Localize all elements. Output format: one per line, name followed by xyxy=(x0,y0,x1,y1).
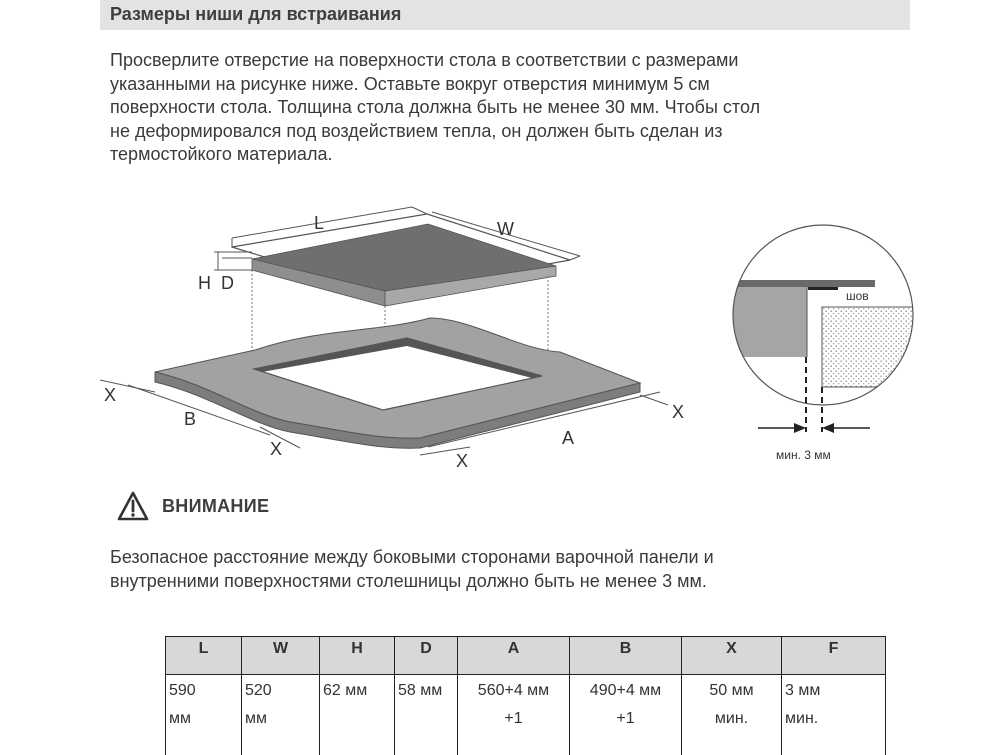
cell-H xyxy=(320,675,395,755)
cell-W xyxy=(242,675,320,755)
cell-line: 50 мм xyxy=(709,682,754,699)
header-X: X xyxy=(682,637,782,675)
cell-line: 58 мм xyxy=(398,682,443,699)
label-X-right: X xyxy=(672,402,685,422)
header-D: D xyxy=(395,637,458,675)
label-H: H xyxy=(198,273,211,293)
cell-F xyxy=(782,675,886,755)
cell-line: мм xyxy=(169,710,191,727)
table-header-row xyxy=(166,637,886,675)
cell-line: мин. xyxy=(714,710,749,727)
label-D: D xyxy=(221,273,234,293)
intro-line: указанными на рисунке ниже. Оставьте вокруг отверстия минимум 5 см xyxy=(110,73,710,94)
cell-line: мм xyxy=(245,710,267,727)
cell-line: +1 xyxy=(616,710,635,727)
intro-line: не деформировался под воздействием тепла, он должен быть сделан из xyxy=(110,120,723,141)
warning-title: ВНИМАНИЕ xyxy=(162,495,270,516)
cell-line: 590 xyxy=(169,682,196,699)
label-X-bottom-left: X xyxy=(270,439,283,459)
label-L: L xyxy=(314,213,325,233)
cell-line: 520 xyxy=(245,682,272,699)
header-A: A xyxy=(458,637,570,675)
header-L: L xyxy=(166,637,242,675)
warning-triangle-icon xyxy=(116,490,150,522)
header-W: W xyxy=(242,637,320,675)
installation-diagram xyxy=(0,180,1000,480)
warning-heading xyxy=(116,488,269,524)
intro-line: поверхности стола. Толщина стола должна быть не менее 30 мм. Чтобы стол xyxy=(110,97,761,117)
cell-X xyxy=(682,675,782,755)
label-A: A xyxy=(562,428,575,448)
cell-A xyxy=(458,675,570,755)
intro-paragraph xyxy=(110,49,900,167)
cell-line: 560+4 мм xyxy=(477,682,550,699)
dimensions-table xyxy=(165,636,886,755)
cell-D xyxy=(395,675,458,755)
note-line: Безопасное расстояние между боковыми сторонами варочной панели и xyxy=(110,547,714,567)
header-B: B xyxy=(570,637,682,675)
safety-note xyxy=(110,545,910,593)
intro-line: термостойкого материала. xyxy=(110,144,333,164)
cell-line: 3 мм xyxy=(785,682,821,699)
cooktop xyxy=(232,214,570,306)
header-H: H xyxy=(320,637,395,675)
cell-B xyxy=(570,675,682,755)
label-X-left: X xyxy=(104,385,117,405)
seam-label: шов xyxy=(846,289,869,303)
detail-circle xyxy=(733,225,913,462)
label-B: B xyxy=(184,409,197,429)
gap-label: мин. 3 мм xyxy=(776,448,831,462)
section-header: Размеры ниши для встраивания xyxy=(100,0,910,30)
cell-line: 62 мм xyxy=(323,682,368,699)
label-W: W xyxy=(497,219,514,239)
note-line: внутренними поверхностями столешницы должно быть не менее 3 мм. xyxy=(110,571,707,591)
cell-line: мин. xyxy=(785,710,819,727)
label-X-bottom: X xyxy=(456,451,469,471)
cell-L xyxy=(166,675,242,755)
cell-line: +1 xyxy=(504,710,523,727)
table-row xyxy=(166,675,886,755)
header-F: F xyxy=(782,637,886,675)
intro-line: Просверлите отверстие на поверхности стола в соответствии с размерами xyxy=(110,50,739,70)
cell-line: 490+4 мм xyxy=(589,682,662,699)
